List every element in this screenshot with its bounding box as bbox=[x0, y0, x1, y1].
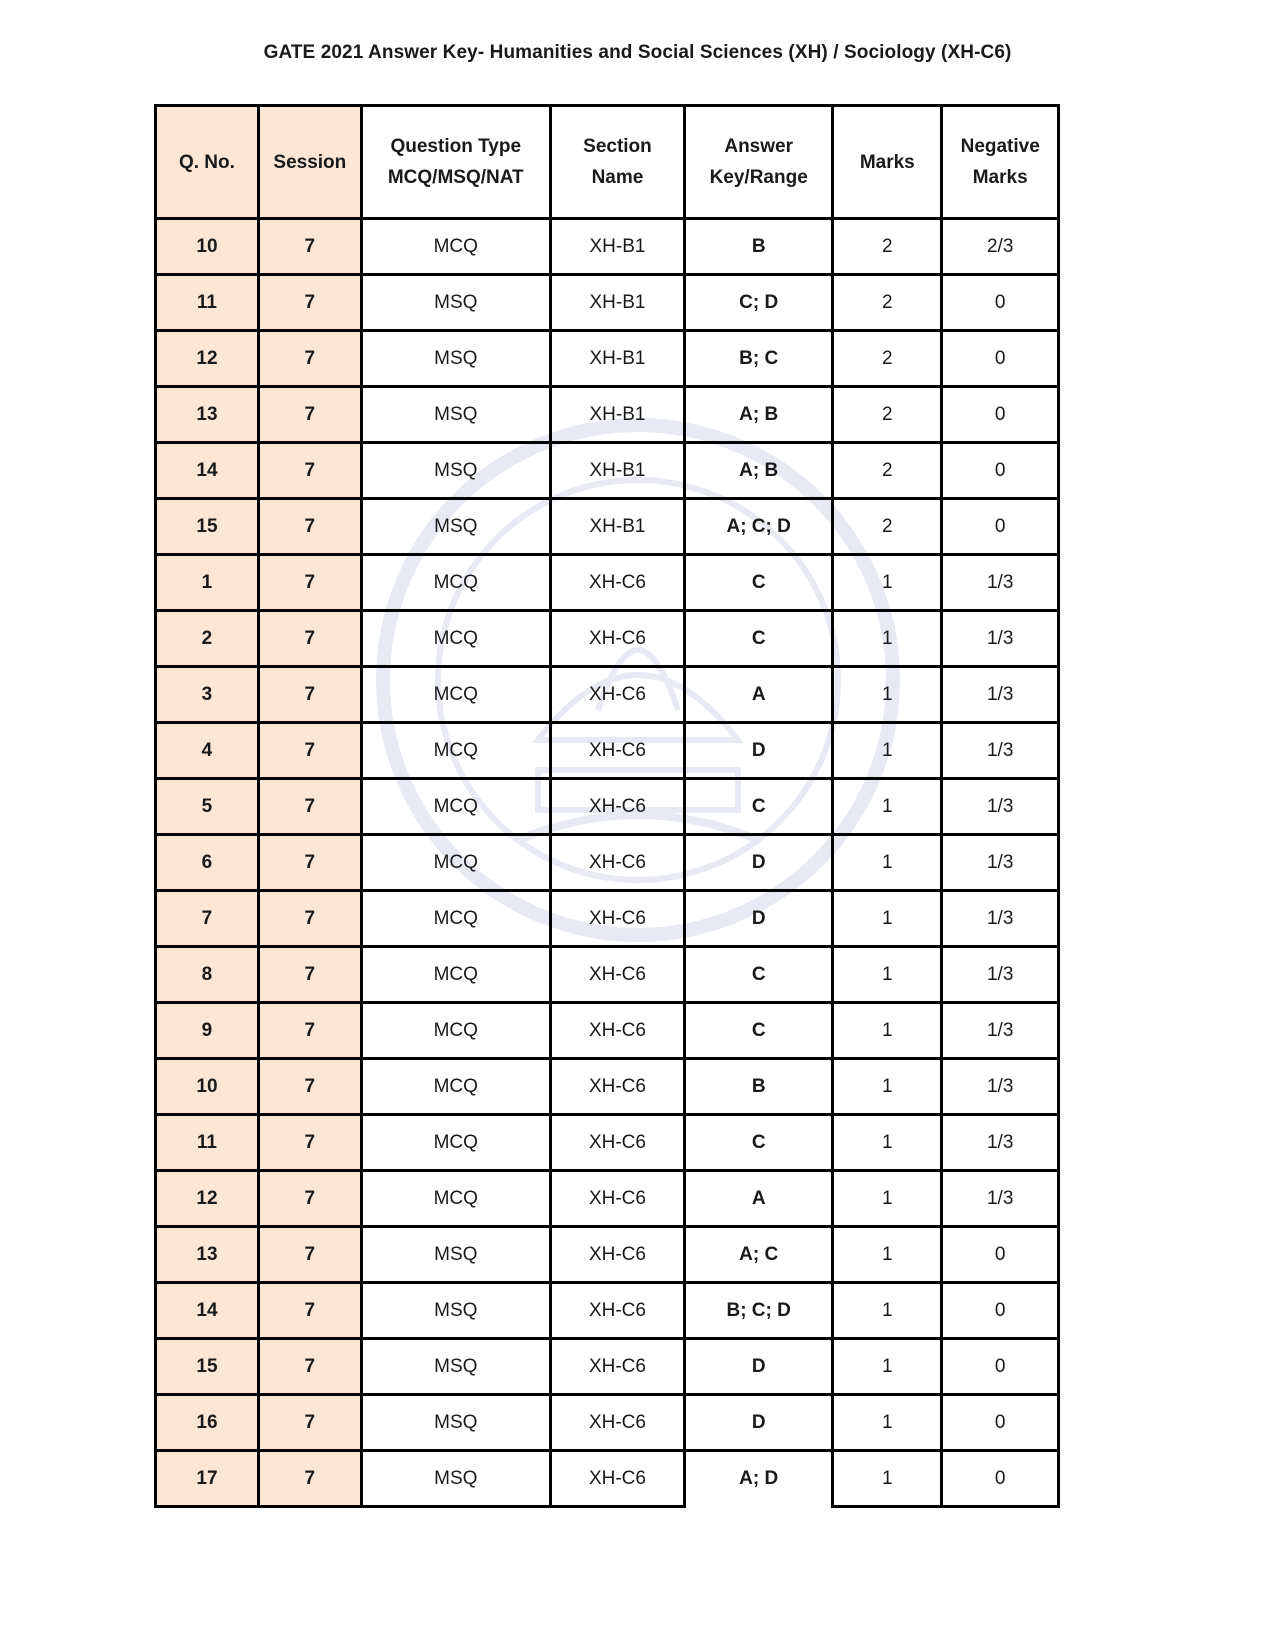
cell-question-type: MSQ bbox=[361, 387, 550, 443]
cell-answer: C bbox=[685, 947, 833, 1003]
cell-question-type: MCQ bbox=[361, 555, 550, 611]
cell-session: 7 bbox=[258, 1059, 361, 1115]
cell-question-type: MCQ bbox=[361, 1059, 550, 1115]
header-negative-line1: Negative bbox=[960, 136, 1040, 157]
cell-qno: 15 bbox=[156, 1339, 259, 1395]
cell-answer: C bbox=[685, 555, 833, 611]
cell-answer: B bbox=[685, 219, 833, 275]
cell-qno: 12 bbox=[156, 331, 259, 387]
cell-qno: 4 bbox=[156, 723, 259, 779]
cell-section: XH-C6 bbox=[550, 1003, 684, 1059]
cell-marks: 1 bbox=[833, 555, 942, 611]
cell-question-type: MCQ bbox=[361, 891, 550, 947]
cell-marks: 1 bbox=[833, 667, 942, 723]
cell-question-type: MCQ bbox=[361, 219, 550, 275]
cell-answer: A bbox=[685, 667, 833, 723]
cell-marks: 1 bbox=[833, 1451, 942, 1507]
cell-section: XH-B1 bbox=[550, 275, 684, 331]
cell-marks: 1 bbox=[833, 723, 942, 779]
cell-section: XH-B1 bbox=[550, 387, 684, 443]
cell-answer: C; D bbox=[685, 275, 833, 331]
header-question-type bbox=[361, 106, 550, 219]
cell-session: 7 bbox=[258, 387, 361, 443]
cell-session: 7 bbox=[258, 1395, 361, 1451]
cell-answer: C bbox=[685, 1115, 833, 1171]
cell-answer: A; D bbox=[685, 1451, 833, 1507]
table-row bbox=[156, 1059, 1059, 1115]
cell-section: XH-C6 bbox=[550, 779, 684, 835]
cell-session: 7 bbox=[258, 443, 361, 499]
cell-qno: 10 bbox=[156, 219, 259, 275]
cell-session: 7 bbox=[258, 1115, 361, 1171]
cell-marks: 1 bbox=[833, 1171, 942, 1227]
cell-negative: 1/3 bbox=[942, 723, 1059, 779]
cell-qno: 13 bbox=[156, 1227, 259, 1283]
cell-marks: 2 bbox=[833, 275, 942, 331]
cell-section: XH-B1 bbox=[550, 443, 684, 499]
cell-section: XH-C6 bbox=[550, 891, 684, 947]
cell-qno: 10 bbox=[156, 1059, 259, 1115]
cell-question-type: MSQ bbox=[361, 1451, 550, 1507]
cell-marks: 1 bbox=[833, 1395, 942, 1451]
cell-qno: 17 bbox=[156, 1451, 259, 1507]
table-row bbox=[156, 1339, 1059, 1395]
cell-qno: 9 bbox=[156, 1003, 259, 1059]
cell-negative: 1/3 bbox=[942, 555, 1059, 611]
cell-question-type: MCQ bbox=[361, 947, 550, 1003]
cell-section: XH-C6 bbox=[550, 947, 684, 1003]
table-row bbox=[156, 1395, 1059, 1451]
table-row bbox=[156, 779, 1059, 835]
cell-qno: 14 bbox=[156, 443, 259, 499]
cell-negative: 1/3 bbox=[942, 611, 1059, 667]
cell-question-type: MSQ bbox=[361, 499, 550, 555]
cell-marks: 1 bbox=[833, 1339, 942, 1395]
cell-marks: 1 bbox=[833, 611, 942, 667]
cell-session: 7 bbox=[258, 835, 361, 891]
cell-question-type: MSQ bbox=[361, 1395, 550, 1451]
header-section-line1: Section bbox=[583, 136, 652, 157]
cell-section: XH-C6 bbox=[550, 667, 684, 723]
cell-question-type: MCQ bbox=[361, 667, 550, 723]
cell-negative: 0 bbox=[942, 1395, 1059, 1451]
cell-qno: 8 bbox=[156, 947, 259, 1003]
cell-qno: 15 bbox=[156, 499, 259, 555]
cell-qno: 2 bbox=[156, 611, 259, 667]
header-session: Session bbox=[258, 106, 361, 219]
cell-qno: 7 bbox=[156, 891, 259, 947]
cell-section: XH-B1 bbox=[550, 331, 684, 387]
cell-session: 7 bbox=[258, 275, 361, 331]
cell-marks: 2 bbox=[833, 499, 942, 555]
cell-marks: 1 bbox=[833, 1003, 942, 1059]
cell-marks: 1 bbox=[833, 779, 942, 835]
cell-section: XH-C6 bbox=[550, 1283, 684, 1339]
cell-question-type: MCQ bbox=[361, 611, 550, 667]
header-section-name bbox=[550, 106, 684, 219]
cell-marks: 2 bbox=[833, 443, 942, 499]
cell-answer: A; B bbox=[685, 443, 833, 499]
cell-answer: B; C bbox=[685, 331, 833, 387]
cell-marks: 1 bbox=[833, 947, 942, 1003]
cell-question-type: MCQ bbox=[361, 1171, 550, 1227]
table-row bbox=[156, 1003, 1059, 1059]
cell-marks: 2 bbox=[833, 387, 942, 443]
cell-question-type: MSQ bbox=[361, 275, 550, 331]
table-row bbox=[156, 275, 1059, 331]
cell-qno: 6 bbox=[156, 835, 259, 891]
cell-section: XH-C6 bbox=[550, 555, 684, 611]
table-row bbox=[156, 1451, 1059, 1507]
cell-negative: 0 bbox=[942, 1451, 1059, 1507]
table-row bbox=[156, 667, 1059, 723]
header-answer-line2: Key/Range bbox=[709, 167, 808, 188]
cell-session: 7 bbox=[258, 1171, 361, 1227]
cell-session: 7 bbox=[258, 1283, 361, 1339]
cell-negative: 1/3 bbox=[942, 835, 1059, 891]
cell-marks: 1 bbox=[833, 1115, 942, 1171]
table-row bbox=[156, 1227, 1059, 1283]
cell-answer: D bbox=[685, 1395, 833, 1451]
cell-qno: 14 bbox=[156, 1283, 259, 1339]
cell-negative: 1/3 bbox=[942, 1059, 1059, 1115]
cell-marks: 1 bbox=[833, 1283, 942, 1339]
header-question-type-line2: MCQ/MSQ/NAT bbox=[387, 167, 524, 188]
table-row bbox=[156, 499, 1059, 555]
cell-section: XH-C6 bbox=[550, 1339, 684, 1395]
cell-section: XH-C6 bbox=[550, 1115, 684, 1171]
cell-negative: 0 bbox=[942, 443, 1059, 499]
cell-question-type: MCQ bbox=[361, 1003, 550, 1059]
cell-answer: D bbox=[685, 835, 833, 891]
cell-session: 7 bbox=[258, 1451, 361, 1507]
cell-section: XH-C6 bbox=[550, 1059, 684, 1115]
cell-session: 7 bbox=[258, 1227, 361, 1283]
cell-answer: C bbox=[685, 611, 833, 667]
cell-qno: 3 bbox=[156, 667, 259, 723]
cell-marks: 1 bbox=[833, 891, 942, 947]
header-section-line2: Name bbox=[591, 167, 644, 188]
cell-answer: B bbox=[685, 1059, 833, 1115]
cell-negative: 0 bbox=[942, 499, 1059, 555]
cell-answer: D bbox=[685, 723, 833, 779]
cell-negative: 0 bbox=[942, 1227, 1059, 1283]
table-row bbox=[156, 387, 1059, 443]
cell-section: XH-C6 bbox=[550, 723, 684, 779]
cell-section: XH-C6 bbox=[550, 835, 684, 891]
cell-negative: 1/3 bbox=[942, 1171, 1059, 1227]
table-row bbox=[156, 1115, 1059, 1171]
cell-answer: C bbox=[685, 1003, 833, 1059]
cell-answer: C bbox=[685, 779, 833, 835]
table-row bbox=[156, 331, 1059, 387]
cell-marks: 2 bbox=[833, 219, 942, 275]
table-row bbox=[156, 835, 1059, 891]
table-row bbox=[156, 947, 1059, 1003]
cell-qno: 11 bbox=[156, 1115, 259, 1171]
table-row bbox=[156, 1283, 1059, 1339]
table-row bbox=[156, 443, 1059, 499]
table-row bbox=[156, 219, 1059, 275]
table-row bbox=[156, 891, 1059, 947]
cell-negative: 0 bbox=[942, 1283, 1059, 1339]
cell-answer: D bbox=[685, 1339, 833, 1395]
header-negative-line2: Marks bbox=[972, 167, 1028, 188]
cell-section: XH-B1 bbox=[550, 219, 684, 275]
cell-question-type: MSQ bbox=[361, 331, 550, 387]
cell-qno: 13 bbox=[156, 387, 259, 443]
header-marks: Marks bbox=[833, 106, 942, 219]
cell-question-type: MSQ bbox=[361, 1227, 550, 1283]
cell-negative: 1/3 bbox=[942, 1115, 1059, 1171]
table-row bbox=[156, 1171, 1059, 1227]
cell-section: XH-C6 bbox=[550, 1171, 684, 1227]
cell-marks: 1 bbox=[833, 1227, 942, 1283]
cell-session: 7 bbox=[258, 499, 361, 555]
cell-negative: 0 bbox=[942, 275, 1059, 331]
header-qno: Q. No. bbox=[156, 106, 259, 219]
cell-qno: 16 bbox=[156, 1395, 259, 1451]
cell-session: 7 bbox=[258, 1339, 361, 1395]
cell-answer: D bbox=[685, 891, 833, 947]
cell-session: 7 bbox=[258, 1003, 361, 1059]
table-row bbox=[156, 611, 1059, 667]
header-answer-key bbox=[685, 106, 833, 219]
cell-session: 7 bbox=[258, 331, 361, 387]
cell-section: XH-C6 bbox=[550, 1451, 684, 1507]
cell-question-type: MCQ bbox=[361, 779, 550, 835]
cell-session: 7 bbox=[258, 667, 361, 723]
cell-negative: 1/3 bbox=[942, 891, 1059, 947]
cell-session: 7 bbox=[258, 723, 361, 779]
cell-qno: 5 bbox=[156, 779, 259, 835]
cell-marks: 1 bbox=[833, 835, 942, 891]
cell-marks: 1 bbox=[833, 1059, 942, 1115]
page-title: GATE 2021 Answer Key- Humanities and Social Sciences (XH) / Sociology (XH-C6) bbox=[263, 42, 1012, 63]
cell-answer: A; C; D bbox=[685, 499, 833, 555]
table-row bbox=[156, 555, 1059, 611]
header-row bbox=[156, 106, 1059, 219]
cell-negative: 1/3 bbox=[942, 667, 1059, 723]
cell-marks: 2 bbox=[833, 331, 942, 387]
cell-answer: B; C; D bbox=[685, 1283, 833, 1339]
table-row bbox=[156, 723, 1059, 779]
cell-negative: 1/3 bbox=[942, 779, 1059, 835]
cell-question-type: MCQ bbox=[361, 1115, 550, 1171]
cell-answer: A bbox=[685, 1171, 833, 1227]
cell-question-type: MCQ bbox=[361, 723, 550, 779]
cell-question-type: MCQ bbox=[361, 835, 550, 891]
cell-session: 7 bbox=[258, 891, 361, 947]
cell-negative: 0 bbox=[942, 1339, 1059, 1395]
cell-section: XH-C6 bbox=[550, 611, 684, 667]
cell-negative: 1/3 bbox=[942, 1003, 1059, 1059]
cell-answer: A; B bbox=[685, 387, 833, 443]
answer-key-table bbox=[154, 104, 1060, 1508]
cell-answer: A; C bbox=[685, 1227, 833, 1283]
cell-section: XH-C6 bbox=[550, 1395, 684, 1451]
cell-session: 7 bbox=[258, 611, 361, 667]
header-answer-line1: Answer bbox=[724, 136, 793, 157]
cell-question-type: MSQ bbox=[361, 1339, 550, 1395]
cell-negative: 0 bbox=[942, 331, 1059, 387]
cell-qno: 11 bbox=[156, 275, 259, 331]
cell-question-type: MSQ bbox=[361, 443, 550, 499]
cell-negative: 1/3 bbox=[942, 947, 1059, 1003]
cell-qno: 1 bbox=[156, 555, 259, 611]
cell-session: 7 bbox=[258, 555, 361, 611]
header-question-type-line1: Question Type bbox=[390, 136, 522, 157]
cell-negative: 0 bbox=[942, 387, 1059, 443]
cell-session: 7 bbox=[258, 779, 361, 835]
cell-section: XH-B1 bbox=[550, 499, 684, 555]
cell-section: XH-C6 bbox=[550, 1227, 684, 1283]
cell-qno: 12 bbox=[156, 1171, 259, 1227]
header-negative-marks bbox=[942, 106, 1059, 219]
cell-session: 7 bbox=[258, 219, 361, 275]
cell-question-type: MSQ bbox=[361, 1283, 550, 1339]
cell-session: 7 bbox=[258, 947, 361, 1003]
cell-negative: 2/3 bbox=[942, 219, 1059, 275]
